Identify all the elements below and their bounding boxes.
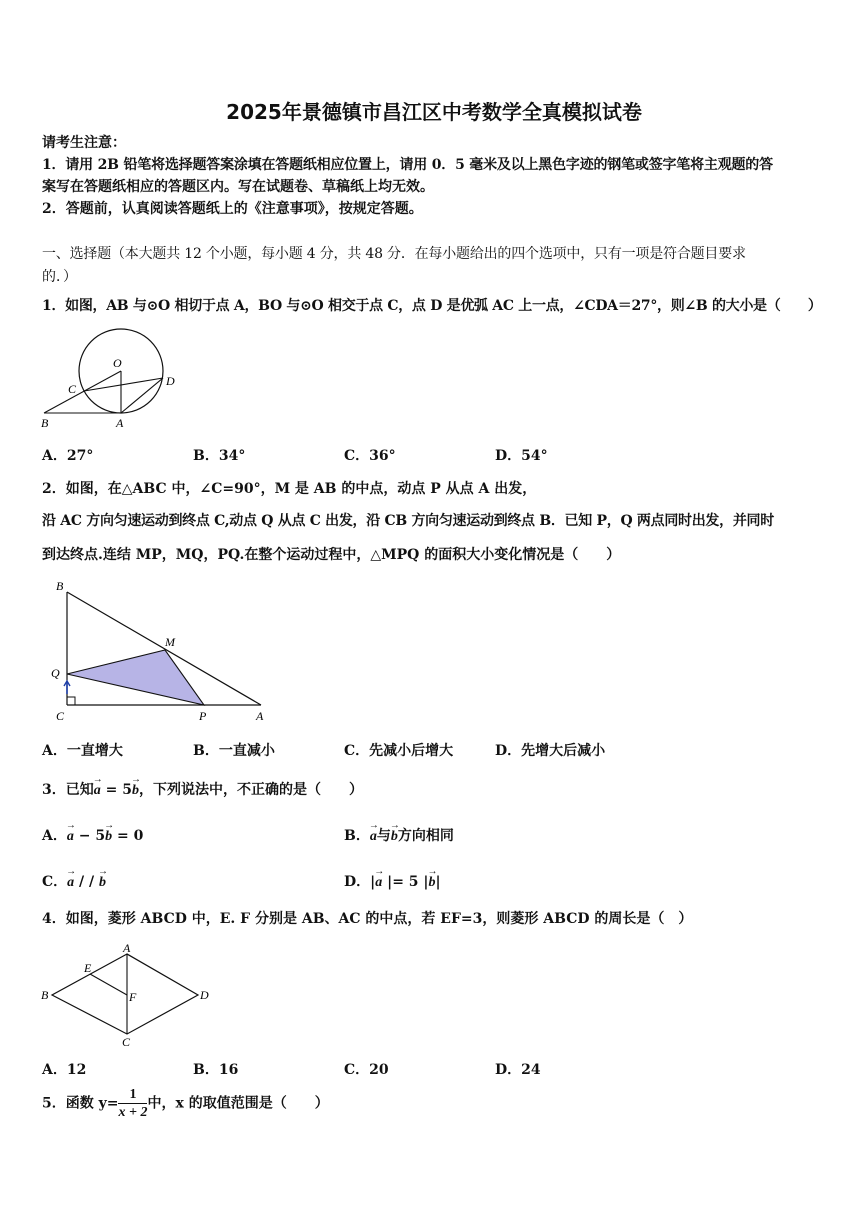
q5-stem: [42, 1086, 329, 1121]
q2-stem-line-3: 到达终点.连结 MP，MQ，PQ.在整个运动过程中，△MPQ 的面积大小变化情况是（ ）: [42, 547, 621, 563]
q5-prefix: 5．函数 y=: [42, 1095, 119, 1112]
q3-suffix: ，下列说法中，不正确的是（ ）: [138, 782, 363, 798]
q5-numerator: 1: [118, 1086, 147, 1104]
q1-circle-figure: [38, 325, 188, 433]
q3-stem: 3．已知→ a = 5→ b，下列说法中，不正确的是（ ）: [42, 780, 363, 801]
q5-suffix: 中，x 的取值范围是（ ）: [147, 1095, 329, 1112]
q1-option-c: C．36°: [344, 448, 396, 464]
q5-fraction: [118, 1086, 147, 1121]
q4-option-a: A．12: [42, 1062, 87, 1078]
q2-stem-line-1: 2．如图，在△ABC 中，∠C=90°，M 是 AB 的中点，动点 P 从点 A 出发，: [42, 481, 537, 497]
q3-prefix: 3．已知: [42, 782, 94, 798]
q3-option-b: B．→ a与→ b方向相同: [344, 826, 454, 847]
q2-right-angle-mark: [67, 697, 75, 705]
notice-line-2: 案写在答题纸相应的答题区内。写在试题卷、草稿纸上均无效。: [42, 179, 434, 195]
q2-triangle-figure: [46, 578, 276, 726]
q4-option-c: C．20: [344, 1062, 389, 1078]
q1-label-o: O: [113, 356, 122, 370]
q2-label-c: C: [56, 709, 65, 723]
q4-label-d: D: [200, 988, 209, 1002]
q1-stem: 1．如图，AB 与⊙O 相切于点 A，BO 与⊙O 相交于点 C，点 D 是优弧 AC 上一点，∠CDA＝27°，则∠B 的大小是（ ）: [42, 298, 822, 314]
notice-line-1: 1．请用 2B 铅笔将选择题答案涂填在答题纸相应位置上，请用 0．5 毫米及以上黑色字迹的钢笔或签字笔将主观题的答: [42, 157, 773, 173]
q1-segment-bo: [44, 371, 121, 413]
q2-label-b: B: [56, 579, 64, 593]
q1-label-c: C: [68, 382, 77, 396]
q4-rhombus-figure: [38, 940, 218, 1050]
q2-option-c: C．先减小后增大: [344, 743, 454, 759]
q3-option-d: D．|→ a |= 5 |→ b|: [344, 872, 441, 893]
q1-option-a: A．27°: [42, 448, 94, 464]
q1-label-b: B: [41, 416, 49, 430]
q2-option-b: B．一直减小: [193, 743, 275, 759]
q5-denominator: x + 2: [118, 1105, 148, 1120]
q2-option-a: A．一直增大: [42, 743, 123, 759]
q2-label-a: A: [256, 709, 264, 723]
notice-line-3: 2．答题前，认真阅读答题纸上的《注意事项》，按规定答题。: [42, 201, 423, 217]
q2-label-m: M: [165, 635, 175, 649]
q4-segment-ef: [90, 974, 127, 995]
q3-option-c: C．→ a / / → b: [42, 872, 106, 893]
q4-option-b: B．16: [193, 1062, 239, 1078]
q4-label-c: C: [122, 1035, 131, 1049]
q1-label-d: D: [166, 374, 175, 388]
q4-label-a: A: [123, 941, 131, 955]
q4-label-e: E: [84, 961, 92, 975]
q2-triangle-mpq: [67, 650, 204, 705]
q2-label-q: Q: [51, 666, 60, 680]
q4-stem: 4．如图，菱形 ABCD 中，E. F 分别是 AB、AC 的中点，若 EF=3，则菱形 ABCD 的周长是（ ）: [42, 911, 693, 927]
q3-vector-a: → a: [94, 781, 101, 801]
q2-label-p: P: [199, 709, 207, 723]
q2-stem-line-2: 沿 AC 方向匀速运动到终点 C,动点 Q 从点 C 出发，沿 CB 方向匀速运动到终点 B．已知 P，Q 两点同时出发，并同时: [42, 513, 774, 529]
q4-label-f: F: [129, 990, 137, 1004]
notice-heading: 请考生注意：: [42, 135, 126, 151]
section-heading-line-1: 一、选择题（本大题共 12 个小题，每小题 4 分，共 48 分．在每小题给出的四个选项中，只有一项是符合题目要求: [42, 246, 746, 262]
q1-option-b: B．34°: [193, 448, 246, 464]
q3-vector-b: → b: [132, 781, 139, 801]
page-title: 2025年景德镇市昌江区中考数学全真模拟试卷: [226, 100, 642, 124]
q2-option-d: D．先增大后减小: [495, 743, 606, 759]
q1-option-d: D．54°: [495, 448, 548, 464]
q3-option-a: A．→ a − 5→ b = 0: [42, 826, 143, 847]
section-heading-line-2: 的．）: [42, 269, 77, 285]
q4-label-b: B: [41, 988, 49, 1002]
q1-label-a: A: [116, 416, 124, 430]
q4-option-d: D．24: [495, 1062, 541, 1078]
